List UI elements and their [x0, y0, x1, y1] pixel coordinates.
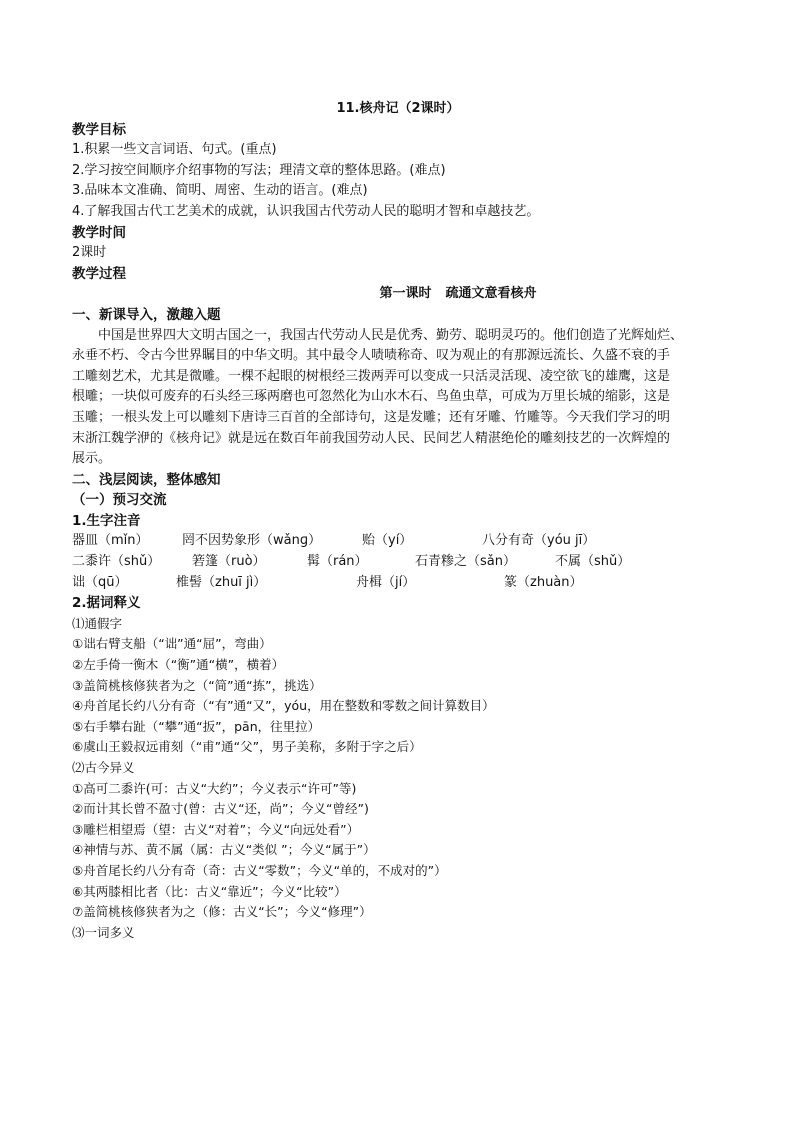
lesson-title — [192, 284, 724, 305]
pinyin-row — [72, 531, 724, 552]
pinyin-item: 髯（rán） — [307, 554, 368, 570]
pinyin-item: 不属（shǔ） — [555, 554, 631, 570]
lesson-number: 第一课时 — [379, 286, 432, 302]
gujin-item: ①高可二黍许(可：古义“大约”；今义表示“许可”等) — [72, 780, 357, 796]
pinyin-item: 器皿（mǐn） — [72, 533, 149, 549]
tongjia-item: ⑤右手攀右趾（“攀”通“扳”，pān，往里拉） — [72, 718, 321, 734]
pinyin-row — [72, 573, 724, 594]
tongjia-item: ②左手倚一衡木（“衡”通“横”，横着） — [72, 657, 285, 673]
pinyin-item: 贻（yí） — [362, 533, 413, 549]
tongjia-item: ③盖简桃核修狭者为之（“简”通“拣”，挑选） — [72, 677, 322, 693]
time-value: 2课时 — [72, 245, 107, 261]
tongjia-item: ④舟首尾长约八分有奇（“有”通“又”，yóu，用在整数和零数之间计算数目） — [72, 698, 495, 714]
lesson-subtitle: 疏通文意看核舟 — [445, 286, 537, 302]
paragraph-line: 展示。 — [72, 451, 112, 467]
gujin-heading: ⑵古今异义 — [72, 760, 135, 775]
gujin-item: ③雕栏相望焉（望：古义“对着”；今义“向远处看”） — [72, 821, 360, 837]
process-heading: 教学过程 — [72, 265, 126, 282]
pinyin-item: 二黍许（shǔ） — [72, 554, 161, 570]
goals-heading: 教学目标 — [72, 121, 126, 138]
paragraph-line: 中国是世界四大文明古国之一，我国古代劳动人民是优秀、勤劳、聪明灵巧的。他们创造了光辉灿烂、 — [98, 327, 684, 343]
document-title: 11.核舟记（2课时） — [336, 101, 460, 116]
pinyin-item: 诎（qū） — [72, 574, 128, 590]
section-heading: 二、浅层阅读，整体感知 — [72, 471, 221, 488]
pinyin-item: 八分有奇（yóu jī） — [482, 533, 596, 549]
document-page — [72, 99, 724, 943]
paragraph-line: 玉雕；一根头发上可以雕刻下唐诗三百首的全部诗句，这是发雕；还有牙雕、竹雕等。今天我们学习的明 — [72, 409, 671, 425]
goal-item: 1.积累一些文言词语、句式。(重点) — [72, 142, 277, 158]
paragraph-line: 末浙江魏学洢的《核舟记》就是远在数百年前我国劳动人民、民间艺人精湛绝伦的雕刻技艺的一次辉煌的 — [72, 430, 671, 446]
goal-item: 2.学习按空间顺序介绍事物的写法；理清文章的整体思路。(难点) — [72, 162, 446, 178]
section-heading: 一、新课导入，激趣入题 — [72, 306, 221, 323]
intro-paragraph — [72, 326, 724, 470]
gujin-item: ⑥其两膝相比者（比：古义“靠近”；今义“比较”） — [72, 883, 347, 899]
pinyin-heading: 1.生字注音 — [72, 512, 141, 529]
gujin-item: ⑦盖简桃核修狭者为之（修：古义“长”；今义“修理”） — [72, 904, 372, 920]
pinyin-item: 篆（zhuàn） — [504, 574, 583, 590]
goal-item: 3.品味本文准确、简明、周密、生动的语言。(难点) — [72, 183, 368, 199]
pinyin-row — [72, 552, 724, 573]
pinyin-item: 罔不因势象形（wǎnɡ） — [182, 533, 322, 549]
paragraph-line: 根雕；一块似可废弃的石头经三琢两磨也可忽然化为山水木石、鸟鱼虫草，可成为万里长城的缩影，这是 — [72, 389, 671, 405]
yici-heading: ⑶一词多义 — [72, 924, 135, 940]
time-heading: 教学时间 — [72, 224, 126, 241]
pinyin-item: 箬篷（ruò） — [192, 554, 266, 570]
gujin-item: ⑤舟首尾长约八分有奇（奇：古义“零数”；今义“单的，不成对的”） — [72, 862, 447, 878]
tongjia-item: ⑥虞山王毅叔远甫刻（“甫”通“父”，男子美称，多附于字之后） — [72, 739, 422, 755]
pinyin-item: 石青糁之（sǎn） — [415, 554, 516, 570]
goal-item: 4.了解我国古代工艺美术的成就，认识我国古代劳动人民的聪明才智和卓越技艺。 — [72, 203, 540, 219]
paragraph-line: 永垂不朽、令古今世界瞩目的中华文明。其中最令人啧啧称奇、叹为观止的有那源远流长、久盛不衰的手 — [72, 348, 671, 364]
tongjia-item: ①诎右臂支船（“诎”通“屈”，弯曲） — [72, 636, 272, 652]
tongjia-heading: ⑴通假字 — [72, 615, 123, 631]
words-heading: 2.据词释义 — [72, 595, 141, 612]
gujin-item: ②而计其长曾不盈寸(曾：古义“还，尚”；今义“曾经”) — [72, 801, 369, 817]
pinyin-item: 舟楫（jí） — [356, 574, 416, 590]
pinyin-item: 椎髻（zhuī jì） — [176, 574, 267, 590]
gujin-item: ④神情与苏、黄不属（属：古义“类似 ”；今义“属于”） — [72, 842, 376, 858]
subsection-heading: （一）预习交流 — [72, 492, 167, 509]
paragraph-line: 工雕刻艺术，尤其是微雕。一棵不起眼的树根经三拨两弄可以变成一只活灵活现、凌空欲飞的雄鹰，这是 — [72, 368, 671, 384]
